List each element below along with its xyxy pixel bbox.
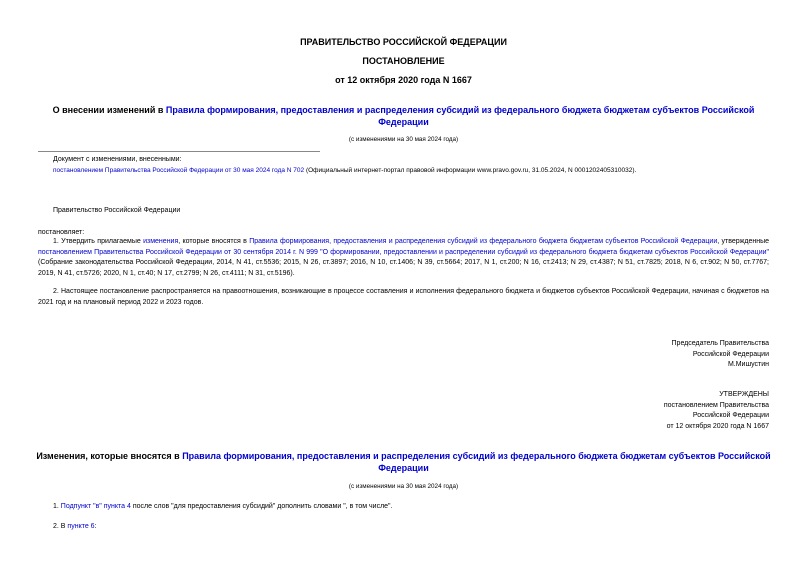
document-title — [40, 104, 767, 128]
date-number: от 12 октября 2020 года N 1667 — [335, 75, 472, 85]
changes-title-prefix: Изменения, которые вносятся в — [36, 451, 183, 461]
paragraph-1 — [38, 237, 769, 279]
divider — [38, 151, 320, 152]
item1-rest: после слов "для предоставления субсидий" дополнить словами ", в том числе". — [130, 503, 393, 510]
amendments-intro: Документ с изменениями, внесенными: — [53, 156, 182, 163]
amendments-line — [53, 166, 773, 177]
p1-text-c: , утвержденные — [717, 238, 769, 245]
p1-changes-link[interactable]: изменения — [143, 238, 179, 245]
change-item-1 — [53, 502, 392, 513]
item1-link[interactable]: Подпункт "в" пункта 4 — [60, 503, 131, 510]
item2-link[interactable]: пункте 6 — [67, 523, 95, 530]
signature-block — [672, 339, 769, 371]
p1-decree-link[interactable]: постановлением Правительства Российской Федерации от 30 сентября 2014 г. N 999 "О формировании, предоставлении и распределении субсидий из федерального бюджета бюджетам субъектов Российской Федерации" — [38, 248, 769, 256]
signature-line-2: Российской Федерации — [692, 350, 769, 358]
signature-line-1: Председатель Правительства — [671, 340, 769, 347]
approval-line-1: УТВЕРЖДЕНЫ — [719, 391, 769, 398]
changes-revision-note: (с изменениями на 30 мая 2024 года) — [348, 483, 459, 490]
approval-line-3: Российской Федерации — [692, 412, 769, 419]
item1-num: 1. — [53, 503, 61, 510]
title-prefix: О внесении изменений в — [52, 105, 166, 115]
paragraph-2: 2. Настоящее постановление распространяется на правоотношения, возникающие в процессе составления и исполнения федерального бюджета и бюджетов субъектов Российской Федерации, начиная с бюджетов на 2021 год и на плановый период 2022 и 2023 годов. — [38, 288, 769, 306]
amendments-source: (Официальный интернет-портал правовой информации www.pravo.gov.ru, 31.05.2024, N 0001202405310032). — [304, 166, 637, 174]
item2-rest: : — [94, 523, 97, 530]
p1-rules-link[interactable]: Правила формирования, предоставления и распределения субсидий из федерального бюджета бюджетам субъектов Российской Федерации — [249, 238, 718, 245]
changes-title-link[interactable]: Правила формирования, предоставления и распределения субсидий из федерального бюджета бюджетам субъектов Российской Федерации — [182, 451, 771, 473]
p1-text-b: , которые вносятся в — [178, 238, 250, 245]
document-type: ПОСТАНОВЛЕНИЕ — [362, 56, 445, 66]
title-link[interactable]: Правила формирования, предоставления и распределения субсидий из федерального бюджета бюджетам субъектов Российской Федерации — [165, 105, 755, 127]
approval-block — [664, 390, 769, 432]
decrees-line: постановляет: — [38, 229, 85, 236]
p1-text-a: 1. Утвердить прилагаемые — [53, 238, 144, 245]
amendments-link[interactable]: постановлением Правительства Российской Федерации от 30 мая 2024 года N 702 — [53, 166, 305, 174]
issuer-heading: ПРАВИТЕЛЬСТВО РОССИЙСКОЙ ФЕДЕРАЦИИ — [300, 37, 507, 47]
approval-line-2: постановлением Правительства — [663, 401, 769, 409]
amendments-note — [53, 155, 773, 176]
p1-text-d: (Собрание законодательства Российской Федерации, 2014, N 41, ст.5536; 2015, N 26, ст.3897; 2016, N 10, ст.1406; N 39, ст.5664; 2017, N 1, ст.200; N 16, ст.2413; N 29, ст.4387; N 51, ст.7825; 2018, N 6, ст.902; N 50, ст.7767; 2019, N 41, ст.5726; 2020, N 1, ст.40; N 17, ст.2799; N 26, ст.4111; N 31, ст.5196). — [38, 259, 769, 277]
signature-name: М.Мишустин — [727, 361, 769, 368]
changes-title — [30, 450, 777, 474]
approval-line-4: от 12 октября 2020 года N 1667 — [666, 422, 769, 430]
government-line: Правительство Российской Федерации — [53, 207, 181, 214]
item2-num: 2. В — [53, 523, 68, 530]
change-item-2 — [53, 522, 97, 533]
revision-note: (с изменениями на 30 мая 2024 года) — [348, 136, 459, 143]
